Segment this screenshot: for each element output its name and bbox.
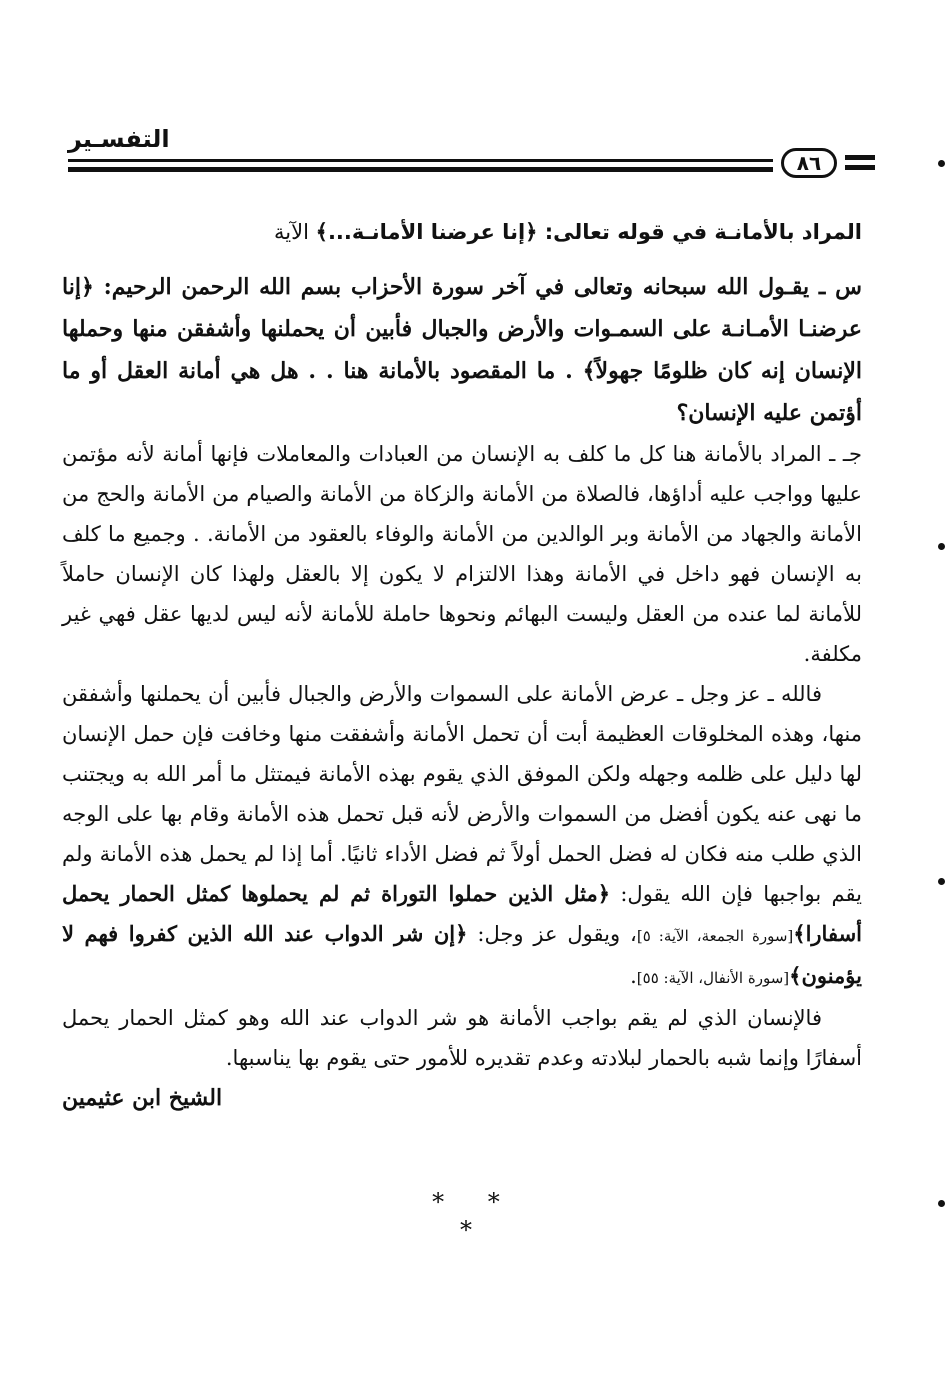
connector-text: ، ويقول عز وجل: — [467, 922, 637, 946]
margin-mark — [938, 543, 945, 550]
section-separator: * * * — [432, 1188, 518, 1244]
answer-paragraph-2 — [62, 674, 862, 998]
article-body — [62, 212, 862, 1118]
section-title: التفسـير — [68, 125, 170, 153]
page-number: ٨٦ — [781, 148, 837, 178]
article-title-suffix: الآية — [274, 220, 316, 244]
margin-mark — [938, 160, 945, 167]
end-mark: . — [630, 964, 637, 988]
header-ornament — [845, 155, 875, 160]
answer-paragraph-2-text: فالله ـ عز وجل ـ عرض الأمانة على السموات والأرض والجبال فأبين أن يحملنها وأشفقن منها، وهذه المخلوقات العظيمة أبت أن تحمل الأمانة وأشفقت منها وخافت فإن حمل الإنسان لها دليل على ظلمه وجهله ولكن الموفق الذي يقوم بهذه الأمانة فيمتثل ما أمر الله به ويجتنب ما نهى عنه يكون أفضل من السموات والأرض لأنه قبل تحمل هذه الأمانة وقام بها على الوجه الذي طلب منه فكان له فضل الحمل أولاً ثم فضل الأداء ثانيًا. أما إذا لم يحمل هذه الأمانة ولم يقم بواجبها فإن الله يقول: — [62, 682, 862, 906]
header-ornament — [845, 165, 875, 170]
answer-paragraph-3: فالإنسان الذي لم يقم بواجب الأمانة هو شر الدواب عند الله وهو كمثل الحمار يحمل أسفارًا وإنما شبه بالحمار لبلادته وعدم تقديره للأمور حتى يقوم بها يناسبها. — [62, 1006, 862, 1070]
verse-2-reference: [سورة الأنفال، الآية: ٥٥] — [636, 969, 790, 987]
margin-mark — [938, 1200, 945, 1207]
header-rule-thick — [68, 167, 773, 172]
header-rule — [68, 159, 773, 162]
signature: الشيخ ابن عثيمين — [62, 1085, 223, 1111]
page-header — [68, 125, 865, 181]
article-title-main: المراد بالأمانـة في قوله تعالى: ﴿إنا عرضنا الأمانـة...﴾ — [315, 220, 862, 244]
verse-1-reference: [سورة الجمعة، الآية: ٥] — [636, 927, 794, 945]
quran-verse-1: ﴿مثل الذين حملوا التوراة ثم لم يحملوها كمثل الحمار يحمل أسفارا﴾ — [62, 881, 863, 946]
article-title — [62, 212, 862, 252]
margin-mark — [938, 878, 945, 885]
answer-paragraph-1: جـ ـ المراد بالأمانة هنا كل ما كلف به الإنسان من العبادات والمعاملات فإنها أمانة لأنه مؤتمن عليها وواجب عليه أداؤها، فالصلاة من الأمانة والزكاة من الأمانة والصيام من الأمانة والحج من الأمانة والجهاد من الأمانة وبر الوالدين من الأمانة والوفاء بالعقود من الأمانة. . وجميع ما كلف به الإنسان فهو داخل في الأمانة وهذا الالتزام لا يكون إلا بالعقل ولهذا كان الإنسان حاملاً للأمانة لما عنده من العقل وليست البهائم ونحوها حاملة للأمانة لأنه ليس لديها عقل فهي غير مكلفة. — [62, 442, 862, 666]
quran-verse-2: ﴿إن شر الدواب عند الله الذين كفروا فهم لا يؤمنون﴾ — [62, 921, 862, 988]
question-paragraph: س ـ يقـول الله سبحانه وتعالى في آخر سورة الأحزاب بسم الله الرحمن الرحيم: ﴿إنا عرضنـا الأمـانـة على السمـوات والأرض والجبال فأبين أن يحملنها وأشفقن منها وحملها الإنسان إنه كان ظلومًا جهولاً﴾ . ما المقصود بالأمانة هنا . . هل هي أمانة العقل أو ما أؤتمن عليه الإنسان؟ — [62, 274, 862, 426]
